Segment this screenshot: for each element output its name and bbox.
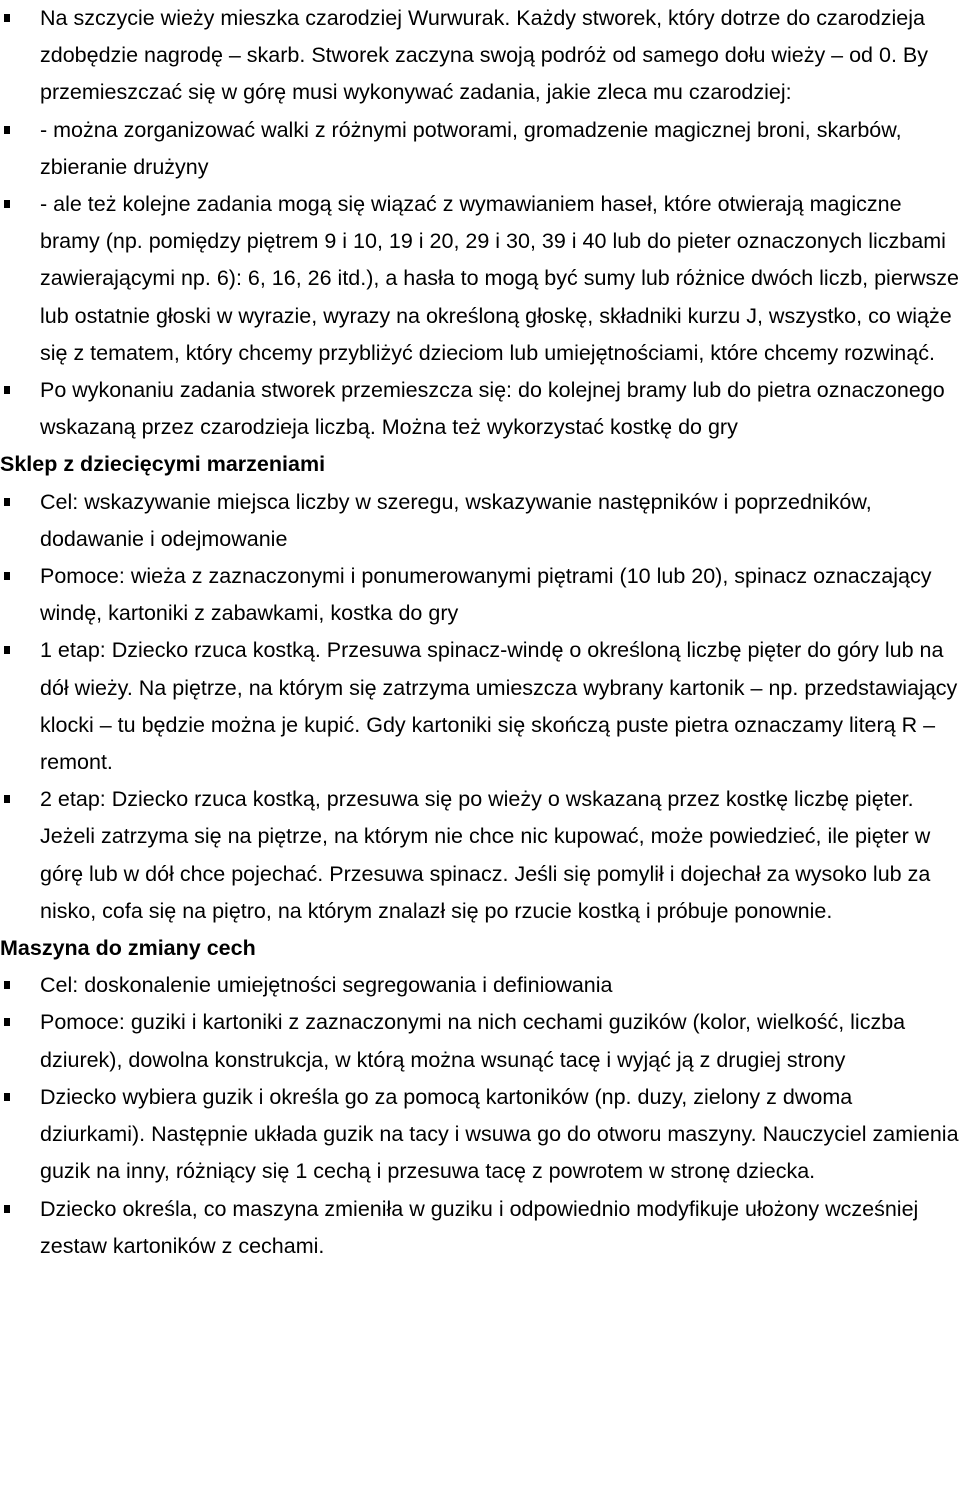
square-bullet-icon	[4, 981, 10, 989]
list-item: - ale też kolejne zadania mogą się wiązać z wymawianiem haseł, które otwierają magiczne bramy (np. pomiędzy piętrem 9 i 10, 19 i 20, 29 i 30, 39 i 40 lub do pieter oznaczonych liczbami zawierającymi np. 6): 6, 16, 26 itd.), a hasła to mogą być sumy lub różnice dwóch liczb, pierwsze lub ostatnie głoski w wyrazie, wyrazy na określoną głoskę, składniki kurzu J, wszystko, co wiąże się z tematem, który chcemy przybliżyć dzieciom lub umiejętnościami, które chcemy rozwinąć.	[0, 186, 960, 372]
list-item: Cel: doskonalenie umiejętności segregowania i definiowania	[0, 967, 960, 1004]
square-bullet-icon	[4, 126, 10, 134]
square-bullet-icon	[4, 1093, 10, 1101]
list-item: Cel: wskazywanie miejsca liczby w szeregu, wskazywanie następników i poprzedników, dodawanie i odejmowanie	[0, 484, 960, 558]
square-bullet-icon	[4, 498, 10, 506]
shop-list	[0, 484, 960, 930]
square-bullet-icon	[4, 572, 10, 580]
square-bullet-icon	[4, 1018, 10, 1026]
list-item: Po wykonaniu zadania stworek przemieszcza się: do kolejnej bramy lub do pietra oznaczonego wskazaną przez czarodzieja liczbą. Można też wykorzystać kostkę do gry	[0, 372, 960, 446]
square-bullet-icon	[4, 386, 10, 394]
section-heading-shop: Sklep z dziecięcymi marzeniami	[0, 452, 326, 477]
list-item: Dziecko określa, co maszyna zmieniła w guziku i odpowiednio modyfikuje ułożony wcześniej zestaw kartoników z cechami.	[0, 1191, 960, 1265]
list-item: 2 etap: Dziecko rzuca kostką, przesuwa się po wieży o wskazaną przez kostkę liczbę pięter. Jeżeli zatrzyma się na piętrze, na którym nie chce nic kupować, może powiedzieć, ile pięter w górę lub w dół chce pojechać. Przesuwa spinacz. Jeśli się pomylił i dojechał za wysoko lub za nisko, cofa się na piętro, na którym znalazł się po rzucie kostką i próbuje ponownie.	[0, 781, 960, 930]
square-bullet-icon	[4, 1205, 10, 1213]
list-item: - można zorganizować walki z różnymi potworami, gromadzenie magicznej broni, skarbów, zbieranie drużyny	[0, 112, 960, 186]
list-item: Dziecko wybiera guzik i określa go za pomocą kartoników (np. duzy, zielony z dwoma dziurkami). Następnie układa guzik na tacy i wsuwa go do otworu maszyny. Nauczyciel zamienia guzik na inny, różniący się 1 cechą i przesuwa tacę z powrotem w stronę dziecka.	[0, 1079, 960, 1191]
square-bullet-icon	[4, 646, 10, 654]
list-item: 1 etap: Dziecko rzuca kostką. Przesuwa spinacz-windę o określoną liczbę pięter do góry lub na dół wieży. Na piętrze, na którym się zatrzyma umieszcza wybrany kartonik – np. przedstawiający klocki – tu będzie można je kupić. Gdy kartoniki się skończą puste pietra oznaczamy literą R – remont.	[0, 632, 960, 781]
intro-list	[0, 0, 960, 446]
square-bullet-icon	[4, 14, 10, 22]
machine-list	[0, 967, 960, 1265]
list-item: Pomoce: wieża z zaznaczonymi i ponumerowanymi piętrami (10 lub 20), spinacz oznaczający windę, kartoniki z zabawkami, kostka do gry	[0, 558, 960, 632]
list-item: Na szczycie wieży mieszka czarodziej Wurwurak. Każdy stworek, który dotrze do czarodzieja zdobędzie nagrodę – skarb. Stworek zaczyna swoją podróż od samego dołu wieży – od 0. By przemieszczać się w górę musi wykonywać zadania, jakie zleca mu czarodziej:	[0, 0, 960, 112]
square-bullet-icon	[4, 200, 10, 208]
list-item: Pomoce: guziki i kartoniki z zaznaczonymi na nich cechami guzików (kolor, wielkość, liczba dziurek), dowolna konstrukcja, w którą można wsunąć tacę i wyjąć ją z drugiej strony	[0, 1004, 960, 1078]
square-bullet-icon	[4, 795, 10, 803]
section-heading-machine: Maszyna do zmiany cech	[0, 936, 256, 961]
